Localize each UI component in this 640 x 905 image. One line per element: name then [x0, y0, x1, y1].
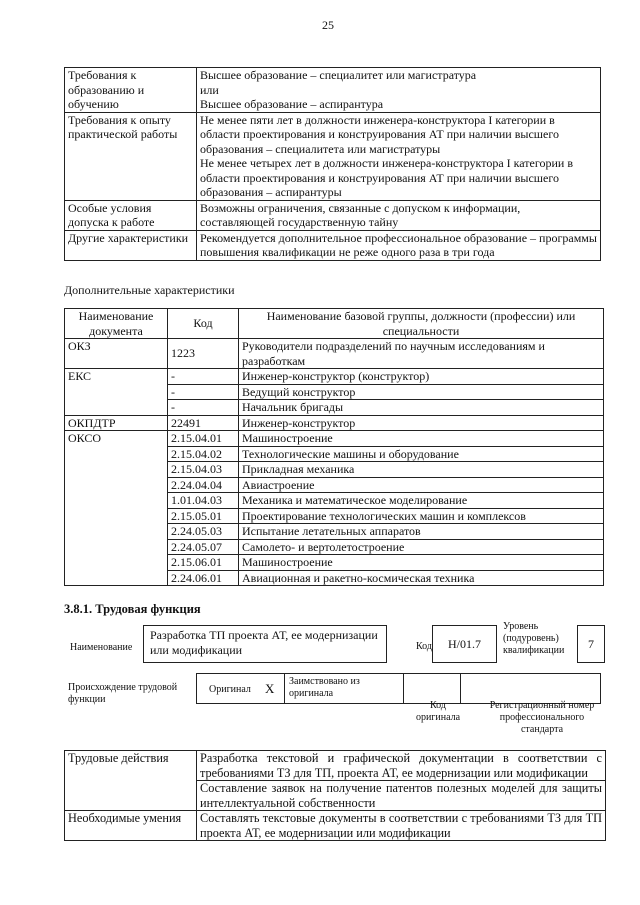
document-name: ОКСО: [65, 431, 168, 586]
table-row: [65, 112, 601, 200]
code-cell: -: [168, 400, 239, 416]
code-cell: 2.15.05.01: [168, 508, 239, 524]
action-item: Разработка текстовой и графической документации в соответствии с требованиями ТЗ для ТП, проекта АТ, ее модернизации или модификации: [197, 751, 606, 781]
table-header-row: [65, 309, 604, 339]
code-cell: 2.24.06.01: [168, 570, 239, 586]
level-label: Уровень (подуровень) квалификации: [503, 621, 565, 656]
code-cell: 1.01.04.03: [168, 493, 239, 509]
requirement-value: [197, 230, 601, 260]
section-heading: 3.8.1. Трудовая функция: [64, 602, 201, 616]
requirement-label: Особые условия допуска к работе: [65, 200, 197, 230]
orig-code-caption: Код оригинала: [415, 700, 461, 723]
function-name-box: Разработка ТП проекта АТ, ее модернизации или модификации: [143, 625, 387, 663]
specialty-name: Машиностроение: [239, 431, 604, 447]
specialty-name: Начальник бригады: [239, 400, 604, 416]
specialty-name: Ведущий конструктор: [239, 384, 604, 400]
additional-characteristics-table: [64, 308, 604, 586]
specialty-name: Авиационная и ракетно-космическая техника: [239, 570, 604, 586]
original-label: Оригинал: [209, 684, 251, 695]
requirement-line: Высшее образование – специалитет или магистратура: [200, 68, 477, 82]
code-cell: 2.15.06.01: [168, 555, 239, 571]
code-cell: 2.15.04.01: [168, 431, 239, 447]
action-category: Необходимые умения: [65, 811, 197, 841]
table-row: [65, 200, 601, 230]
function-code-box: H/01.7: [432, 625, 497, 663]
code-cell: 22491: [168, 415, 239, 431]
table-row: [65, 415, 604, 431]
requirement-value: [197, 112, 601, 200]
action-item: Составлять текстовые документы в соответствии с требованиями ТЗ для ТП проекта АТ, ее модернизации или модификации: [197, 811, 606, 841]
document-name: ОКЗ: [65, 339, 168, 369]
code-cell: 2.24.05.07: [168, 539, 239, 555]
action-category: Трудовые действия: [65, 751, 197, 811]
specialty-name: Самолето- и вертолетостроение: [239, 539, 604, 555]
name-label: Наименование: [70, 642, 133, 653]
specialty-name: Технологические машины и оборудование: [239, 446, 604, 462]
document-name: ОКПДТР: [65, 415, 168, 431]
document-name: ЕКС: [65, 369, 168, 416]
code-cell: 2.24.05.03: [168, 524, 239, 540]
level-box: 7: [577, 625, 605, 663]
header-code: Код: [168, 309, 239, 339]
table-row: [65, 369, 604, 385]
header-name: Наименование базовой группы, должности (профессии) или специальности: [239, 309, 604, 339]
table-row: [65, 751, 606, 781]
borrowed-cell: Заимствовано из оригинала: [284, 673, 404, 704]
table-row: [65, 811, 606, 841]
requirement-line: Не менее пяти лет в должности инженера-конструктора I категории в области проектирования и конструирования АТ при наличии высшего образования – специалитета или магистратуры: [200, 112, 559, 156]
code-cell: -: [168, 369, 239, 385]
requirement-label: Требования к образованию и обучению: [65, 68, 197, 113]
additional-title: Дополнительные характеристики: [64, 283, 235, 297]
requirements-table: [64, 67, 601, 261]
specialty-name: Инженер-конструктор: [239, 415, 604, 431]
table-row: [65, 68, 601, 113]
reg-number-caption: Регистрационный номер профессионального стандарта: [489, 700, 595, 735]
requirement-line: или: [200, 82, 219, 97]
code-cell: 2.15.04.02: [168, 446, 239, 462]
original-cell: [196, 673, 285, 704]
specialty-name: Машиностроение: [239, 555, 604, 571]
code-cell: -: [168, 384, 239, 400]
code-cell: 2.15.04.03: [168, 462, 239, 478]
requirement-line: Возможны ограничения, связанные с допуском к информации, составляющей государственную тайну: [200, 200, 521, 229]
specialty-name: Авиастроение: [239, 477, 604, 493]
requirement-line: Рекомендуется дополнительное профессиональное образование – программы повышения квалификации не реже одного раза в три года: [200, 230, 597, 259]
specialty-name: Прикладная механика: [239, 462, 604, 478]
origin-label: Происхождение трудовой функции: [68, 682, 178, 705]
requirement-line: Высшее образование – аспирантура: [200, 97, 384, 111]
specialty-name: Руководители подразделений по научным исследованиям и разработкам: [239, 339, 604, 369]
specialty-name: Испытание летательных аппаратов: [239, 524, 604, 540]
action-item: Составление заявок на получение патентов полезных моделей для защиты интеллектуальной собственности: [197, 781, 606, 811]
requirement-value: [197, 200, 601, 230]
table-row: [65, 339, 604, 369]
labor-actions-table: [64, 750, 606, 841]
page-number: 25: [322, 18, 334, 32]
header-doc: Наименование документа: [65, 309, 168, 339]
table-row: [65, 431, 604, 447]
code-cell: 1223: [168, 339, 239, 369]
specialty-name: Механика и математическое моделирование: [239, 493, 604, 509]
requirement-value: [197, 68, 601, 113]
requirement-line: Не менее четырех лет в должности инженера-конструктора I категории в области проектирования и конструирования АТ при наличии высшего образования – аспирантуры: [200, 156, 574, 199]
requirement-label: Требования к опыту практической работы: [65, 112, 197, 200]
table-row: [65, 230, 601, 260]
specialty-name: Проектирование технологических машин и комплексов: [239, 508, 604, 524]
code-label: Код: [416, 641, 432, 652]
requirement-label: Другие характеристики: [65, 230, 197, 260]
code-cell: 2.24.04.04: [168, 477, 239, 493]
specialty-name: Инженер-конструктор (конструктор): [239, 369, 604, 385]
original-mark: X: [265, 681, 275, 696]
